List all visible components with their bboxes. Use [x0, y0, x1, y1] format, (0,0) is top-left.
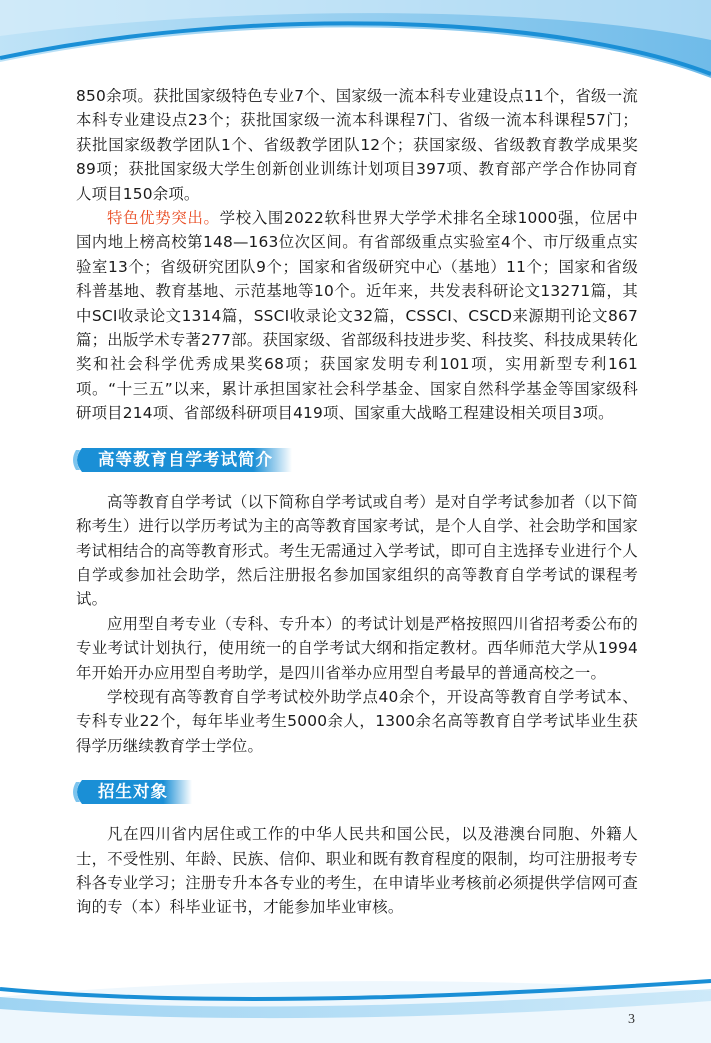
bottom-wave-decoration [0, 975, 711, 1043]
top-wave-decoration [0, 0, 711, 80]
section-header-enrollment-target [76, 778, 638, 806]
section1-paragraph-3: 学校现有高等教育自学考试校外助学点40余个，开设高等教育自学考试本、专科专业22个，每年毕业考生5000余人，1300余名高等教育自学考试毕业生获得学历继续教育学士学位。 [76, 687, 638, 755]
section2-paragraph-1: 凡在四川省内居住或工作的中华人民共和国公民，以及港澳台同胞、外籍人士，不受性别、年龄、民族、信仰、职业和既有教育程度的限制，均可注册报考专科各专业学习；注册专升本各专业的考生，在申请毕业考核前必须提供学信网可查询的专（本）科毕业证书，才能参加毕业审核。 [76, 825, 638, 917]
intro-paragraph-2-body: 学校入围2022软科世界大学学术排名全球1000强，位居中国内地上榜高校第148—163位次区间。有省部级重点实验室4个、市厅级重点实验室13个；省级研究团队9个；国家和省级研究中心（基地）11个；国家和省级科普基地、教育基地、示范基地等10个。近年来，共发表科研论文13271篇，其中SCI收录论文1314篇，SSCI收录论文32篇，CSSCI、CSCD来源期刊论文867篇；出版学术专著277部。获国家级、省部级科技进步奖、科技奖、科技成果转化奖和社会科学优秀成果奖68项；获国家发明专利101项，实用新型专利161项。“十三五”以来，累计承担国家社会科学基金、国家自然科学基金等国家级科研项目214项、省部级科研项目419项、国家重大战略工程建设相关项目3项。 [76, 209, 638, 423]
section-header-self-study-exam [76, 446, 638, 474]
section1-paragraph-1: 高等教育自学考试（以下简称自学考试或自考）是对自学考试参加者（以下简称考生）进行以学历考试为主的高等教育国家考试，是个人自学、社会助学和国家考试相结合的高等教育形式。考生无需通过入学考试，即可自主选择专业进行个人自学或参加社会助学，然后注册报名参加国家组织的高等教育自学考试的课程考试。 [76, 492, 638, 609]
page-number: 3 [628, 1012, 635, 1027]
highlight-lead: 特色优势突出。 [107, 209, 220, 228]
section1-paragraph-2: 应用型自考专业（专科、专升本）的考试计划是严格按照四川省招考委公布的专业考试计划执行，使用统一的自学考试大纲和指定教材。西华师范大学从1994年开始开办应用型自考助学，是四川省举办应用型自考最早的普通高校之一。 [76, 614, 638, 682]
intro-paragraph-2 [76, 206, 638, 426]
section-title: 招生对象 [98, 782, 168, 802]
intro-paragraph-1: 850余项。获批国家级特色专业7个、国家级一流本科专业建设点11个，省级一流本科专业建设点23个；获批国家级一流本科课程7门、省级一流本科课程57门；获批国家级教学团队1个、省级教学团队12个；获国家级、省级教育教学成果奖89项；获批国家级大学生创新创业训练计划项目397项、教育部产学合作协同育人项目150余项。 [76, 87, 638, 203]
section-title: 高等教育自学考试简介 [98, 449, 273, 469]
page-content [76, 84, 638, 920]
